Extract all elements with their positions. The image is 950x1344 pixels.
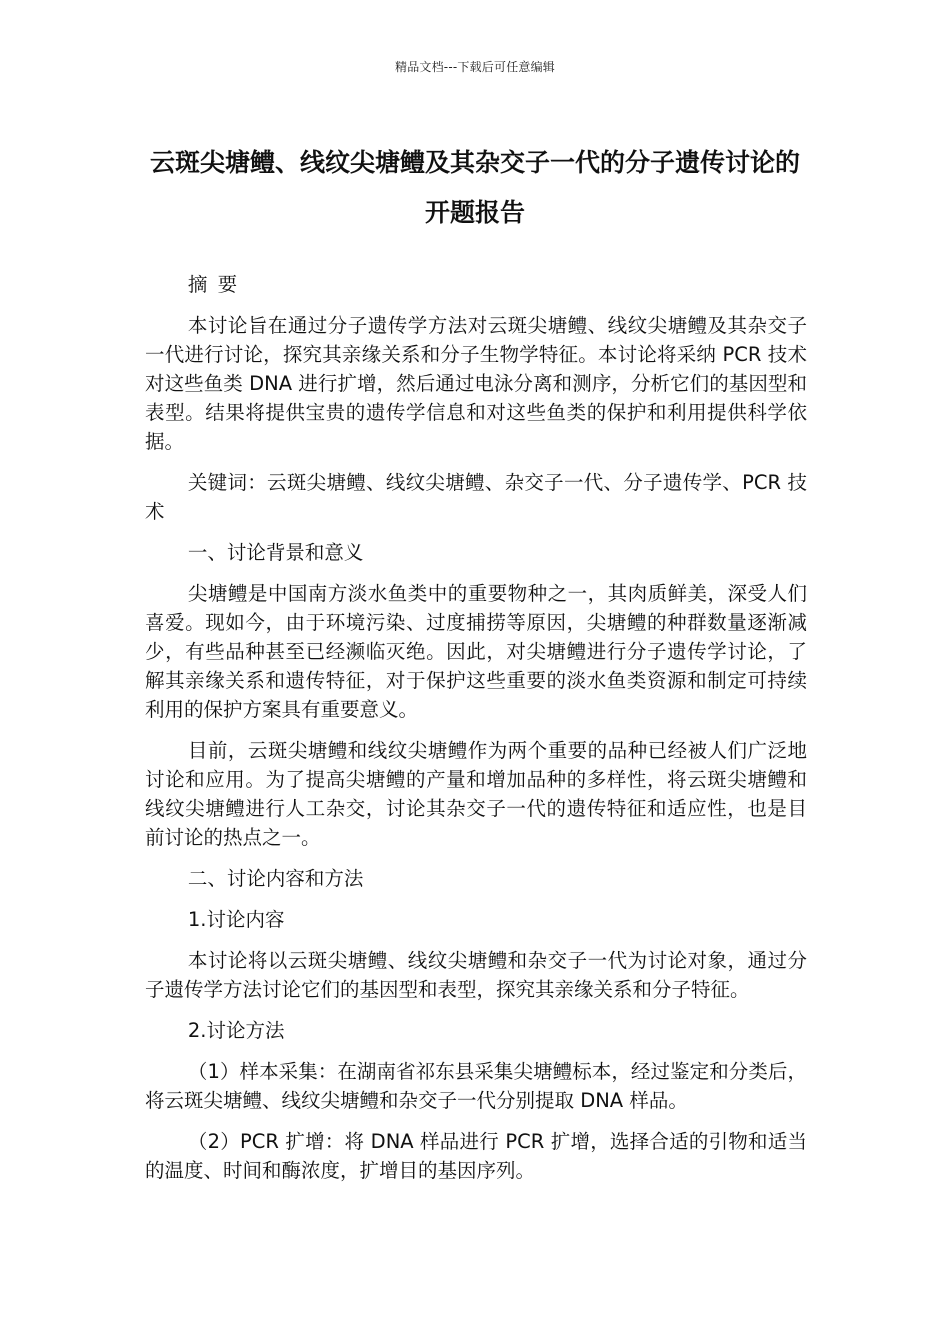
subsection2-heading: 2.讨论方法 [187, 1019, 285, 1042]
header-note: 精品文档---下载后可任意编辑 [395, 60, 555, 74]
subsection1-heading: 1.讨论内容 [187, 908, 285, 931]
abstract-text: 本讨论旨在通过分子遗传学方法对云斑尖塘鳢、线纹尖塘鳢及其杂交子一代进行讨论，探究其亲缘关系和分子生物学特征。本讨论将采纳 PCR 技术对这些鱼类 DNA 进行扩增，然后通过电泳分离和测序，分析它们的基因型和表型。结果将提供宝贵的遗传学信息和对这些鱼类的保护和利用提供科学依据。 [145, 314, 807, 453]
section1-paragraph-1: 尖塘鳢是中国南方淡水鱼类中的重要物种之一，其肉质鲜美，深受人们喜爱。现如今，由于环境污染、过度捕捞等原因，尖塘鳢的种群数量逐渐减少，有些品种甚至已经濒临灭绝。因此，对尖塘鳢进行分子遗传学讨论，了解其亲缘关系和遗传特征，对于保护这些重要的淡水鱼类资源和制定可持续利用的保护方案具有重要意义。 [145, 582, 807, 721]
method-sampling: （1）样本采集：在湖南省祁东县采集尖塘鳢标本，经过鉴定和分类后，将云斑尖塘鳢、线纹尖塘鳢和杂交子一代分别提取 DNA 样品。 [145, 1060, 807, 1112]
subsection1-text: 本讨论将以云斑尖塘鳢、线纹尖塘鳢和杂交子一代为讨论对象，通过分子遗传学方法讨论它们的基因型和表型，探究其亲缘关系和分子特征。 [145, 949, 807, 1001]
document-body [145, 270, 807, 1197]
section1-paragraph-2: 目前，云斑尖塘鳢和线纹尖塘鳢作为两个重要的品种已经被人们广泛地讨论和应用。为了提高尖塘鳢的产量和增加品种的多样性，将云斑尖塘鳢和线纹尖塘鳢进行人工杂交，讨论其杂交子一代的遗传特征和适应性，也是目前讨论的热点之一。 [145, 739, 807, 849]
section1-heading: 一、讨论背景和意义 [187, 541, 364, 564]
method-pcr: （2）PCR 扩增：将 DNA 样品进行 PCR 扩增，选择合适的引物和适当的温度、时间和酶浓度，扩增目的基因序列。 [145, 1130, 807, 1182]
section2-heading: 二、讨论内容和方法 [187, 867, 364, 890]
abstract-heading: 摘 要 [187, 273, 240, 296]
keywords: 关键词：云斑尖塘鳢、线纹尖塘鳢、杂交子一代、分子遗传学、PCR 技术 [145, 471, 807, 523]
document-title: 云斑尖塘鳢、线纹尖塘鳢及其杂交子一代的分子遗传讨论的开题报告 [149, 148, 800, 227]
